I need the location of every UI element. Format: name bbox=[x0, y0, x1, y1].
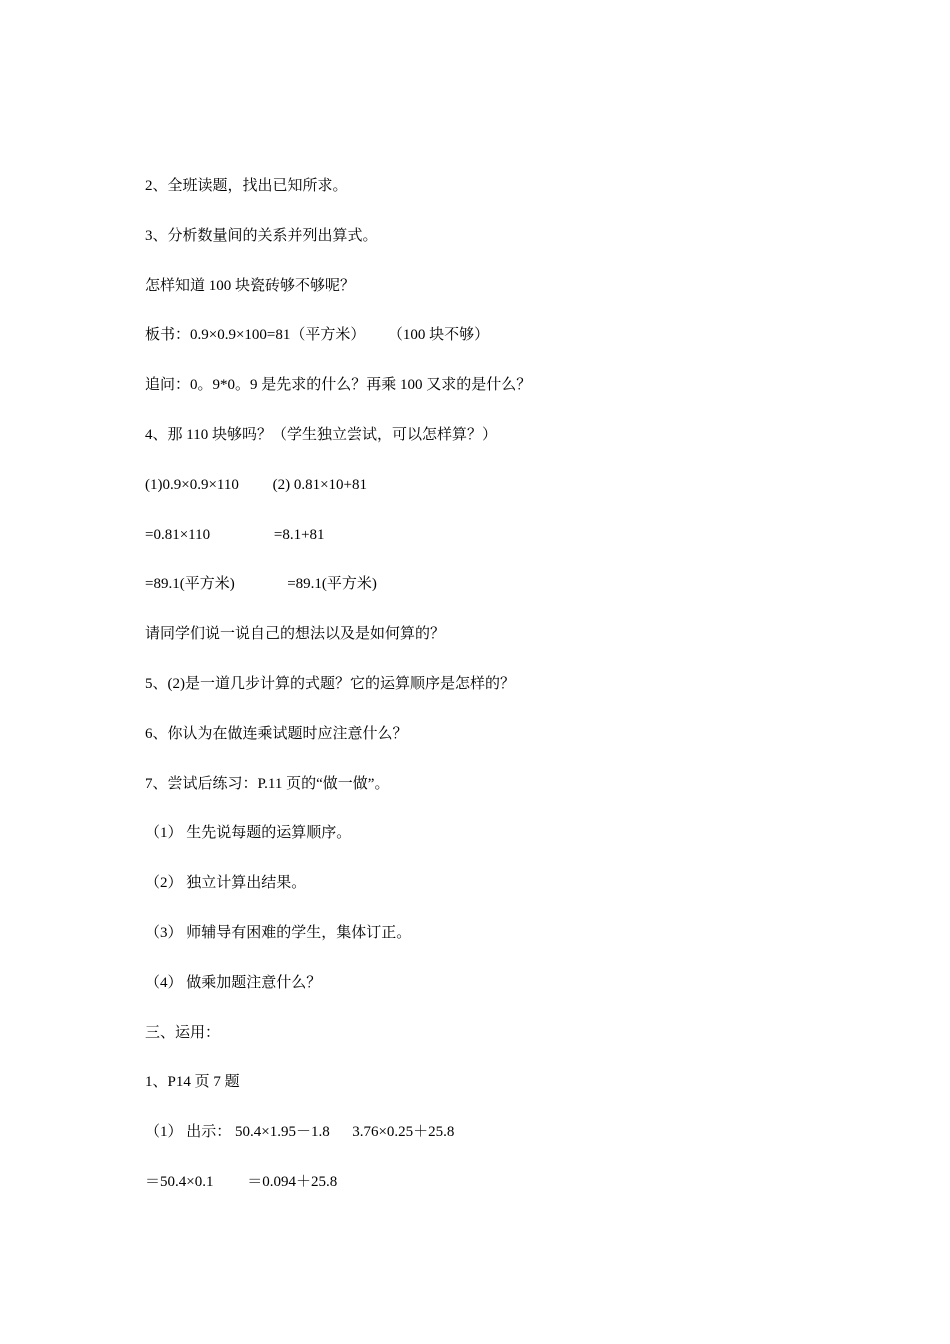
document-body bbox=[145, 174, 845, 1220]
text-line: 6、你认为在做连乘试题时应注意什么？ bbox=[145, 725, 408, 742]
text-line: 1、P14 页 7 题 bbox=[145, 1074, 240, 1091]
text-line: ＝50.4×0.1 ＝0.094＋25.8 bbox=[145, 1173, 338, 1190]
text-line: =0.81×110 =8.1+81 bbox=[145, 526, 325, 543]
text-line: (1)0.9×0.9×110 (2) 0.81×10+81 bbox=[145, 476, 368, 493]
text-line: （1） 生先说每题的运算顺序。 bbox=[145, 825, 352, 842]
text-line: 4、那 110 块够吗？（学生独立尝试，可以怎样算？） bbox=[145, 426, 497, 443]
text-line: 2、全班读题，找出已知所求。 bbox=[145, 178, 348, 194]
text-line: 请同学们说一说自己的想法以及是如何算的？ bbox=[145, 626, 446, 643]
text-line: （3） 师辅导有困难的学生，集体订正。 bbox=[145, 924, 412, 941]
text-line: 3、分析数量间的关系并列出算式。 bbox=[145, 227, 378, 244]
text-line: =89.1(平方米) =89.1(平方米) bbox=[145, 576, 377, 593]
text-line: （2） 独立计算出结果。 bbox=[145, 875, 307, 892]
text-line: （1） 出示： 50.4×1.95－1.8 3.76×0.25＋25.8 bbox=[145, 1124, 455, 1141]
text-line: 追问：0。9*0。9 是先求的什么？再乘 100 又求的是什么？ bbox=[145, 377, 532, 394]
text-line: 5、(2)是一道几步计算的式题？它的运算顺序是怎样的？ bbox=[145, 675, 515, 692]
text-line: 怎样知道 100 块瓷砖够不够呢？ bbox=[145, 277, 356, 294]
text-line: （4） 做乘加题注意什么？ bbox=[145, 974, 322, 991]
text-line: 板书：0.9×0.9×100=81（平方米） （100 块不够） bbox=[145, 327, 490, 344]
text-line: 三、运用： bbox=[145, 1024, 221, 1041]
text-line: 7、尝试后练习：P.11 页的“做一做”。 bbox=[145, 775, 390, 792]
